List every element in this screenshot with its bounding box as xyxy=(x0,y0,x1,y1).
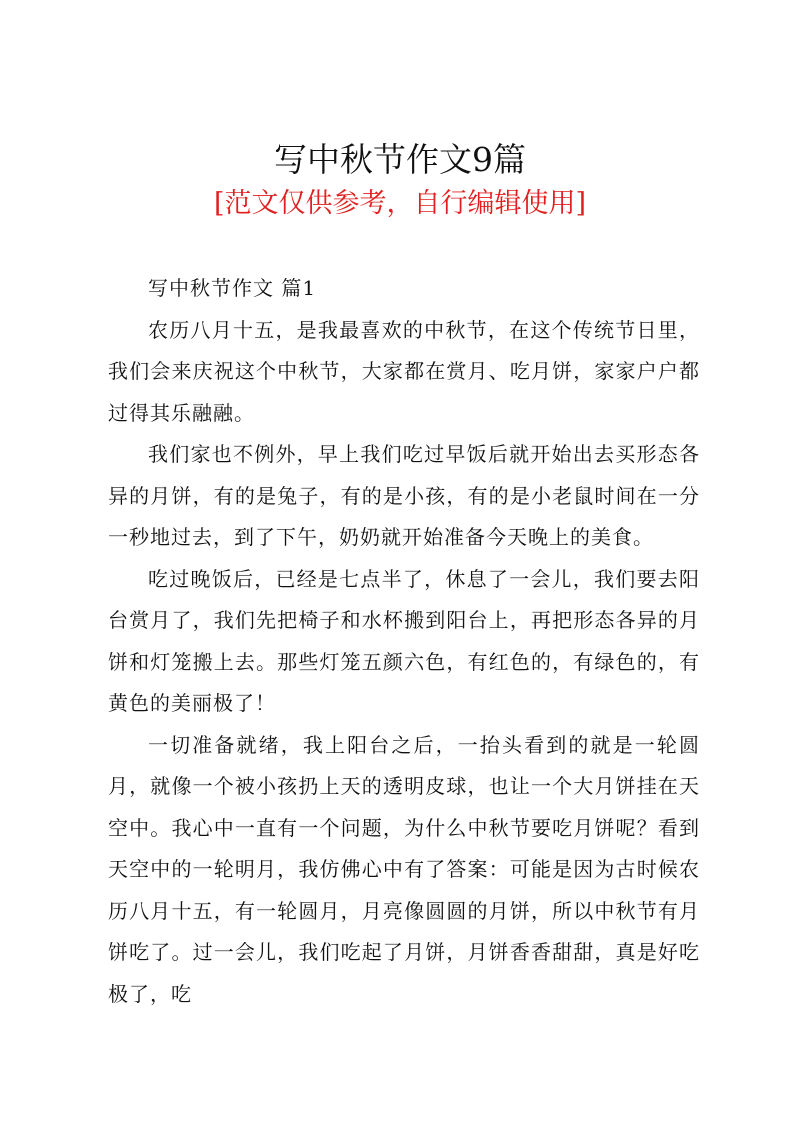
paragraph-4: 一切准备就绪，我上阳台之后，一抬头看到的就是一轮圆月，就像一个被小孩扔上天的透明皮球，也让一个大月饼挂在天空中。我心中一直有一个问题，为什么中秋节要吃月饼呢？看到天空中的一轮明月，我仿佛心中有了答案：可能是因为古时候农历八月十五，有一轮圆月，月亮像圆圆的月饼，所以中秋节有月饼吃了。过一会儿，我们吃起了月饼，月饼香香甜甜，真是好吃极了，吃 xyxy=(108,732,700,1006)
paragraph-2: 我们家也不例外，早上我们吃过早饭后就开始出去买形态各异的月饼，有的是兔子，有的是小孩，有的是小老鼠时间在一分一秒地过去，到了下午，奶奶就开始准备今天晚上的美食。 xyxy=(108,442,700,549)
paragraph-1: 农历八月十五，是我最喜欢的中秋节，在这个传统节日里，我们会来庆祝这个中秋节，大家都在赏月、吃月饼，家家户户都过得其乐融融。 xyxy=(108,317,700,425)
document-subtitle: [范文仅供参考，自行编辑使用] xyxy=(213,188,587,219)
section-heading: 写中秋节作文 篇1 xyxy=(148,276,317,300)
document-title: 写中秋节作文9篇 xyxy=(274,140,526,179)
paragraph-3: 吃过晚饭后，已经是七点半了，休息了一会儿，我们要去阳台赏月了，我们先把椅子和水杯搬到阳台上，再把形态各异的月饼和灯笼搬上去。那些灯笼五颜六色，有红色的，有绿色的，有黄色的美丽极了！ xyxy=(108,566,700,715)
document-body xyxy=(108,268,700,1015)
